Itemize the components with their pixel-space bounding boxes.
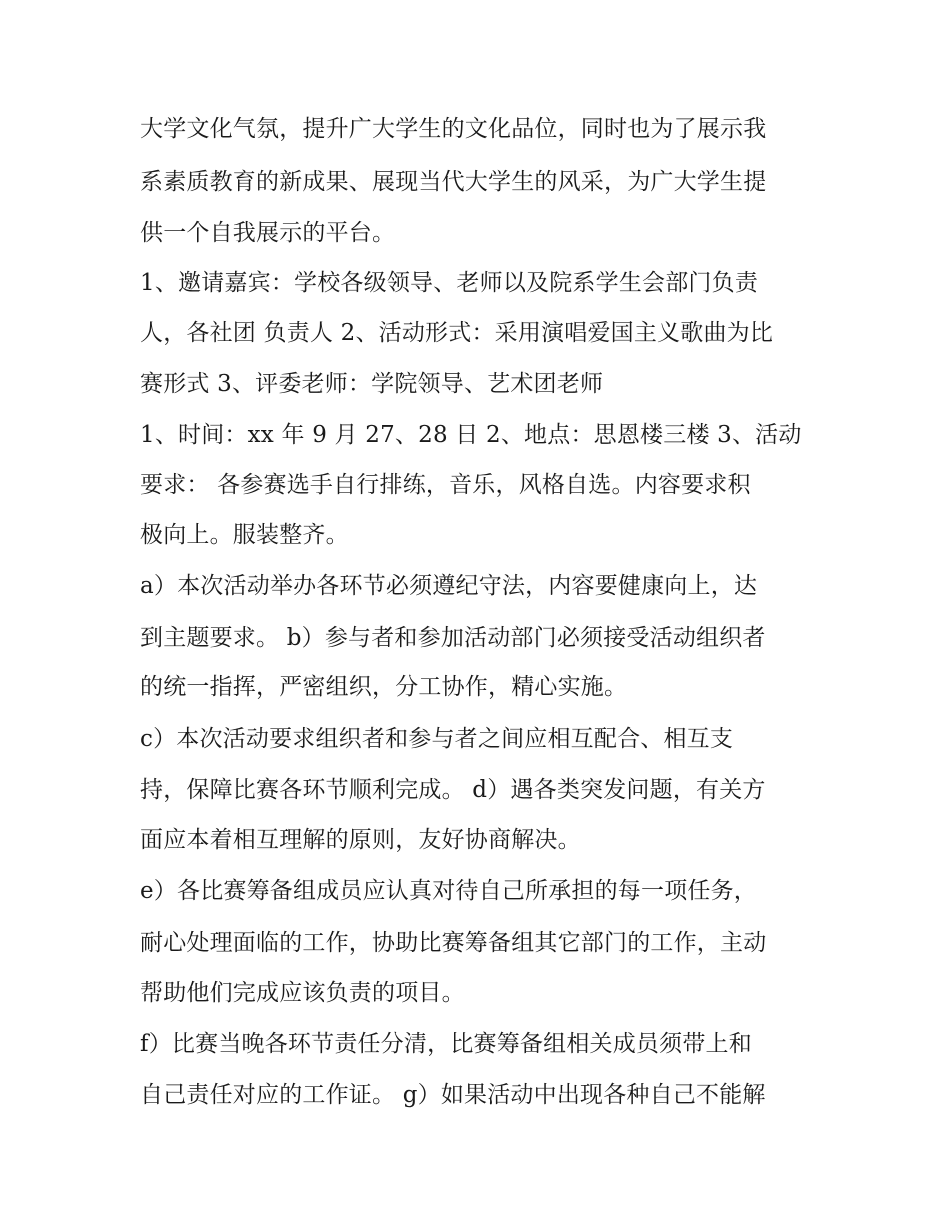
text-line: f）比赛当晚各环节责任分清，比赛筹备组相关成员须带上和	[140, 1031, 752, 1057]
text-line: 面应本着相互理解的原则，友好协商解决。	[140, 827, 581, 853]
text-line: 帮助他们完成应该负责的项目。	[140, 980, 465, 1006]
text-line: 到主题要求。 b）参与者和参加活动部门必须接受活动组织者	[140, 625, 766, 651]
text-line: 供一个自我展示的平台。	[140, 220, 396, 246]
text-line: 1、邀请嘉宾：学校各级领导、老师以及院系学生会部门负责	[140, 270, 759, 296]
text-line: 的统一指挥，严密组织，分工协作，精心实施。	[140, 674, 628, 700]
text-line: 系素质教育的新成果、展现当代大学生的风采，为广大学生提	[140, 169, 767, 195]
text-line: 要求： 各参赛选手自行排练，音乐，风格自选。内容要求积	[140, 472, 751, 498]
text-line: e）各比赛筹备组成员应认真对待自己所承担的每一项任务，	[140, 878, 758, 904]
text-line: 极向上。服装整齐。	[140, 522, 349, 548]
text-line: 持，保障比赛各环节顺利完成。 d）遇各类突发问题，有关方	[140, 777, 766, 803]
text-line: 大学文化气氛，提升广大学生的文化品位，同时也为了展示我	[140, 116, 767, 142]
text-line: 耐心处理面临的工作，协助比赛筹备组其它部门的工作，主动	[140, 930, 767, 956]
text-line: 自己责任对应的工作证。 g）如果活动中出现各种自己不能解	[140, 1082, 766, 1108]
text-line: 赛形式 3、评委老师：学院领导、艺术团老师	[140, 371, 604, 397]
text-line: 人，各社团 负责人 2、活动形式：采用演唱爱国主义歌曲为比	[140, 320, 774, 346]
text-line: a）本次活动举办各环节必须遵纪守法，内容要健康向上，达	[140, 573, 758, 599]
text-line: c）本次活动要求组织者和参与者之间应相互配合、相互支	[140, 726, 734, 752]
text-line: 1、时间：xx 年 9 月 27、28 日 2、地点：思恩楼三楼 3、活动	[140, 422, 802, 448]
